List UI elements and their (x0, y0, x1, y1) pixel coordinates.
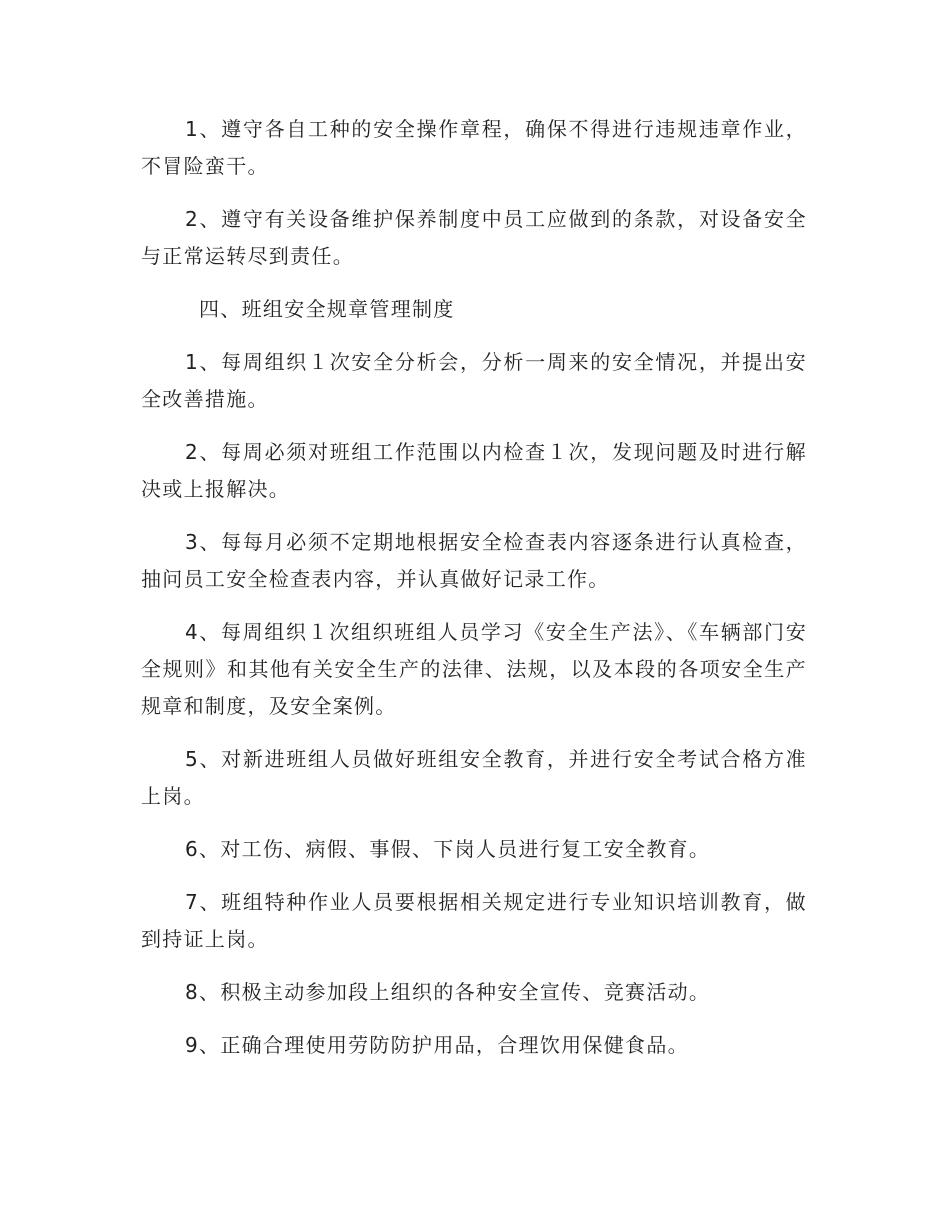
section-item-6: 6、对工伤、病假、事假、下岗人员进行复工安全教育。 (185, 837, 711, 861)
section-item-3: 3、每每月必须不定期地根据安全检查表内容逐条进行认真检查，抽问员工安全检查表内容，并认真做好记录工作。 (141, 530, 807, 591)
section-heading: 四、班组安全规章管理制度 (199, 297, 455, 321)
document-body (141, 111, 807, 1080)
section-item-7: 7、班组特种作业人员要根据相关规定进行专业知识培训教育，做到持证上岗。 (141, 890, 807, 951)
section-item-2: 2、每周必须对班组工作范围以内检查１次，发现问题及时进行解决或上报解决。 (141, 440, 807, 501)
section-item-9: 9、正确合理使用劳防防护用品，合理饮用保健食品。 (185, 1033, 689, 1057)
section-item-4: 4、每周组织１次组织班组人员学习《安全生产法》、《车辆部门安全规则》和其他有关安全生产的法律、法规，以及本段的各项安全生产规章和制度，及安全案例。 (141, 620, 807, 718)
section-item-8: 8、积极主动参加段上组织的各种安全宣传、竞赛活动。 (185, 980, 711, 1004)
section-item-1: 1、每周组织１次安全分析会，分析一周来的安全情况，并提出安全改善措施。 (141, 350, 807, 411)
paragraph-1: 1、遵守各自工种的安全操作章程，确保不得进行违规违章作业，不冒险蛮干。 (141, 117, 807, 178)
paragraph-2: 2、遵守有关设备维护保养制度中员工应做到的条款，对设备安全与正常运转尽到责任。 (141, 207, 807, 268)
section-item-5: 5、对新进班组人员做好班组安全教育，并进行安全考试合格方准上岗。 (141, 747, 807, 808)
